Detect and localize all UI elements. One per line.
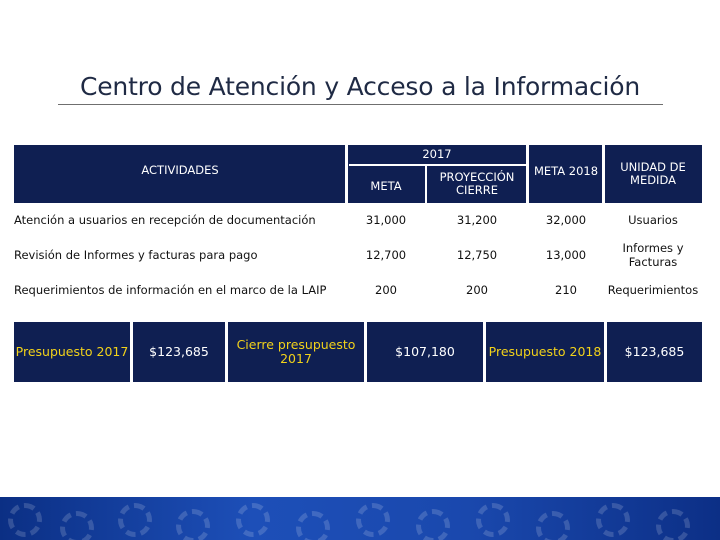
- unidad-cell: Requerimientos: [607, 282, 699, 297]
- header-divider: [602, 145, 605, 203]
- unidad-cell: Usuarios: [628, 212, 678, 227]
- header-activities: ACTIVIDADES: [14, 145, 346, 203]
- footer-band: [0, 497, 720, 540]
- proyeccion-cell: 200: [466, 283, 488, 297]
- header-divider: [526, 145, 529, 203]
- closing-budget-2017-label: Cierre presupuesto 2017: [228, 322, 364, 382]
- proyeccion-cell: 12,750: [456, 248, 498, 262]
- header-meta-2018: META 2018: [528, 145, 604, 203]
- header-divider: [345, 145, 348, 203]
- activity-cell: Atención a usuarios en recepción de documentación: [14, 213, 316, 227]
- meta-cell: 12,700: [365, 248, 407, 262]
- gear-icon: [536, 511, 570, 540]
- meta-cell: 200: [375, 283, 397, 297]
- table-row: [14, 273, 702, 307]
- gear-icon: [176, 509, 210, 540]
- meta2018-cell: 32,000: [545, 213, 587, 227]
- header-divider: [349, 164, 526, 166]
- gear-icon: [118, 503, 152, 537]
- header-year-2017: 2017: [346, 145, 528, 165]
- gear-icon: [8, 503, 42, 537]
- gear-icon: [656, 509, 690, 540]
- budget-2018-value: $123,685: [607, 322, 702, 382]
- meta2018-cell: 210: [555, 283, 577, 297]
- header-unidad-medida: UNIDAD DE MEDIDA: [604, 145, 702, 203]
- header-divider: [425, 166, 427, 203]
- gear-icon: [476, 503, 510, 537]
- header-meta: META: [346, 165, 426, 203]
- budget-2017-label: Presupuesto 2017: [14, 322, 130, 382]
- unidad-cell: Informes y Facturas: [622, 240, 684, 269]
- gear-icon: [596, 503, 630, 537]
- meta2018-cell: 13,000: [545, 248, 587, 262]
- gear-icon: [236, 503, 270, 537]
- gear-icon: [296, 511, 330, 540]
- table-row: [14, 203, 702, 237]
- header-proyeccion-cierre: PROYECCIÓN CIERRE: [426, 165, 528, 203]
- closing-budget-2017-value: $107,180: [367, 322, 483, 382]
- meta-cell: 31,000: [365, 213, 407, 227]
- activity-cell: Revisión de Informes y facturas para pago: [14, 248, 258, 262]
- gear-icon: [356, 503, 390, 537]
- table-row: [14, 237, 702, 273]
- gear-icon: [60, 511, 94, 540]
- page-title: Centro de Atención y Acceso a la Información: [80, 72, 640, 101]
- budget-2018-label: Presupuesto 2018: [486, 322, 604, 382]
- budget-2017-value: $123,685: [133, 322, 225, 382]
- gear-icon: [416, 509, 450, 540]
- activity-cell: Requerimientos de información en el marco de la LAIP: [14, 283, 327, 297]
- title-divider: [58, 104, 663, 105]
- proyeccion-cell: 31,200: [456, 213, 498, 227]
